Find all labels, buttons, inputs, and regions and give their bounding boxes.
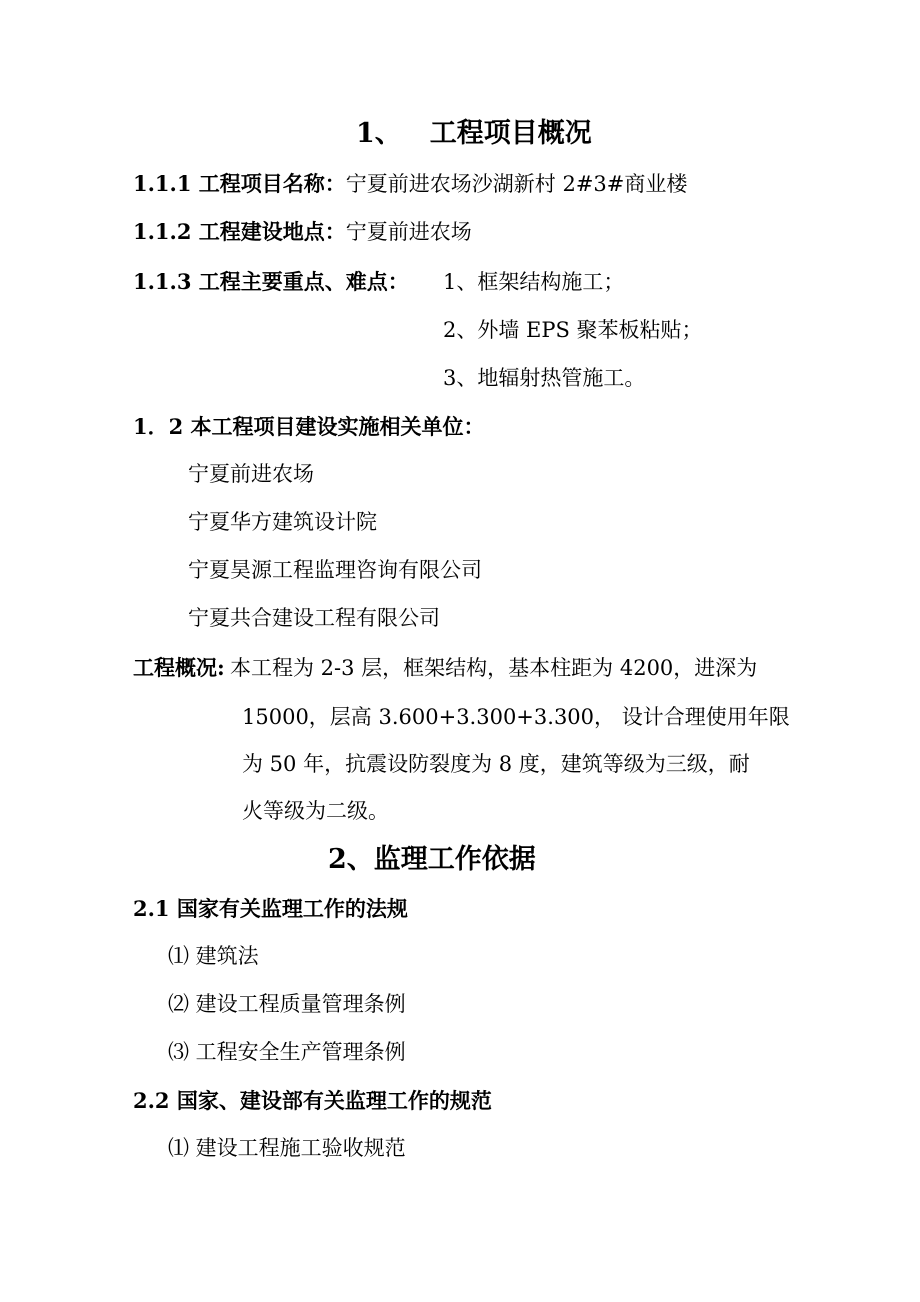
item-1-1-1 bbox=[133, 170, 687, 198]
law-item-2: ⑵ 建设工程质量管理条例 bbox=[168, 992, 406, 1016]
law-item-1: ⑴ 建筑法 bbox=[168, 944, 259, 968]
section-2-heading: 2、监理工作依据 bbox=[328, 844, 536, 875]
section-1-title: 工程项目概况 bbox=[429, 118, 592, 149]
unit-3: 宁夏昊源工程监理咨询有限公司 bbox=[188, 558, 482, 582]
item-1-1-2-label: 1.1.2 工程建设地点： bbox=[133, 219, 346, 244]
item-1-2-label: 1．2 本工程项目建设实施相关单位： bbox=[133, 414, 485, 439]
key-point-2: 2、外墙 EPS 聚苯板粘贴； bbox=[443, 318, 703, 342]
unit-2: 宁夏华方建筑设计院 bbox=[188, 510, 377, 534]
item-1-1-3-label: 1.1.3 工程主要重点、难点： bbox=[133, 269, 409, 294]
unit-1: 宁夏前进农场 bbox=[188, 462, 314, 486]
overview-line-1: 本工程为 2-3 层，框架结构，基本柱距为 4200，进深为 bbox=[230, 656, 758, 680]
item-1-1-1-value: 宁夏前进农场沙湖新村 2#3#商业楼 bbox=[345, 172, 688, 196]
spec-item-1: ⑴ 建设工程施工验收规范 bbox=[168, 1136, 406, 1160]
overview-line-3: 为 50 年，抗震设防裂度为 8 度，建筑等级为三级，耐 bbox=[242, 752, 750, 776]
section-1-number: 1、 bbox=[356, 118, 402, 149]
overview-line-4: 火等级为二级。 bbox=[242, 799, 389, 823]
key-point-3: 3、地辐射热管施工。 bbox=[443, 366, 646, 390]
item-1-1-2-value: 宁夏前进农场 bbox=[345, 220, 472, 244]
overview-label: 工程概况: bbox=[133, 655, 225, 680]
unit-4: 宁夏共合建设工程有限公司 bbox=[188, 606, 440, 630]
law-item-3: ⑶ 工程安全生产管理条例 bbox=[168, 1040, 406, 1064]
key-point-1: 1、框架结构施工； bbox=[443, 270, 625, 294]
item-1-1-1-label: 1.1.1 工程项目名称： bbox=[133, 171, 346, 196]
item-2-1-label: 2.1 国家有关监理工作的法规 bbox=[133, 896, 408, 921]
item-2-2-label: 2.2 国家、建设部有关监理工作的规范 bbox=[133, 1088, 492, 1113]
overview-line-2: 15000，层高 3.600+3.300+3.300， 设计合理使用年限 bbox=[242, 705, 790, 729]
section-1-heading bbox=[356, 116, 592, 152]
item-1-1-2 bbox=[133, 218, 472, 246]
